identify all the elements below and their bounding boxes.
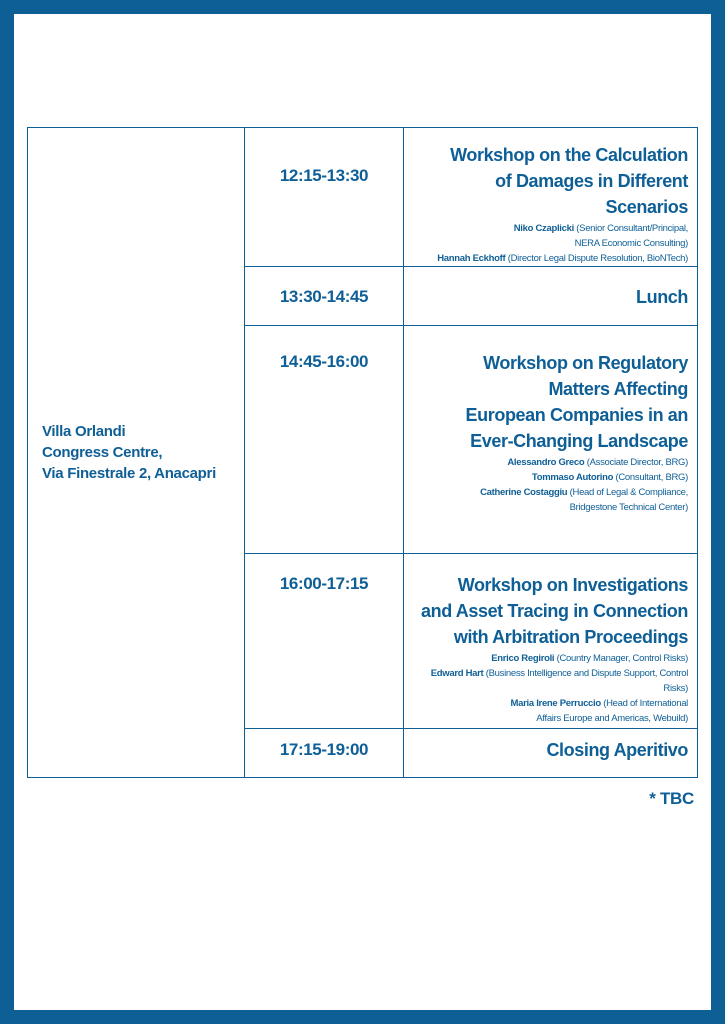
speaker-name: Hannah Eckhoff bbox=[437, 253, 506, 264]
time-cell bbox=[245, 326, 404, 554]
venue-line: Congress Centre, bbox=[42, 444, 163, 461]
speaker-line bbox=[414, 696, 688, 711]
speaker-role: NERA Economic Consulting) bbox=[574, 238, 688, 249]
session-title-line: European Companies in an bbox=[465, 405, 688, 425]
speaker-line bbox=[414, 651, 688, 666]
session-cell bbox=[404, 326, 698, 554]
speaker-line bbox=[414, 500, 688, 515]
session-cell bbox=[404, 128, 698, 267]
session-time: 12:15-13:30 bbox=[279, 166, 369, 185]
venue-line: Villa Orlandi bbox=[42, 423, 126, 440]
session-title-line: Ever-Changing Landscape bbox=[470, 431, 688, 451]
session-title-line: Closing Aperitivo bbox=[546, 740, 688, 760]
speaker-line bbox=[414, 236, 688, 251]
session-time: 16:00-17:15 bbox=[279, 574, 369, 593]
venue-cell bbox=[28, 128, 245, 778]
speaker-name: Enrico Regiroli bbox=[491, 653, 555, 664]
schedule-table bbox=[27, 127, 698, 778]
speaker-role: (Business Intelligence and Dispute Support, Control Risks) bbox=[483, 668, 688, 694]
time-cell bbox=[245, 128, 404, 267]
session-time: 17:15-19:00 bbox=[279, 740, 369, 759]
session-cell bbox=[404, 729, 698, 778]
speaker-list bbox=[414, 651, 688, 726]
speaker-name: Catherine Costaggiu bbox=[480, 487, 568, 498]
speaker-role: Affairs Europe and Americas, Webuild) bbox=[536, 713, 688, 724]
speaker-role: Bridgestone Technical Center) bbox=[569, 502, 688, 513]
speaker-line bbox=[414, 251, 688, 266]
session-title-line: with Arbitration Proceedings bbox=[453, 627, 688, 647]
time-cell bbox=[245, 729, 404, 778]
speaker-name: Niko Czaplicki bbox=[513, 223, 574, 234]
time-cell bbox=[245, 267, 404, 326]
venue-address bbox=[28, 421, 244, 484]
session-cell bbox=[404, 267, 698, 326]
speaker-role: (Associate Director, BRG) bbox=[584, 457, 688, 468]
speaker-line bbox=[414, 221, 688, 236]
speaker-role: (Consultant, BRG) bbox=[613, 472, 688, 483]
session-time: 14:45-16:00 bbox=[279, 352, 369, 371]
speaker-role: (Director Legal Dispute Resolution, BioNTech) bbox=[505, 253, 688, 264]
session-title bbox=[414, 572, 688, 650]
time-cell bbox=[245, 554, 404, 729]
session-title-line: of Damages in Different Scenarios bbox=[495, 171, 688, 217]
speaker-name: Tommaso Autorino bbox=[531, 472, 614, 483]
session-title-line: and Asset Tracing in Connection bbox=[421, 601, 688, 621]
speaker-name: Edward Hart bbox=[430, 668, 484, 679]
schedule-row bbox=[28, 128, 698, 267]
session-title-line: Lunch bbox=[636, 287, 688, 307]
session-title-line: Workshop on Regulatory bbox=[483, 353, 688, 373]
speaker-list bbox=[414, 221, 688, 266]
speaker-name: Alessandro Greco bbox=[507, 457, 585, 468]
session-title bbox=[414, 737, 688, 763]
footnote-tbc: * TBC bbox=[649, 789, 694, 808]
speaker-line bbox=[414, 455, 688, 470]
speaker-name: Maria Irene Perruccio bbox=[510, 698, 601, 709]
speaker-role: (Country Manager, Control Risks) bbox=[554, 653, 688, 664]
speaker-line bbox=[414, 485, 688, 500]
session-time: 13:30-14:45 bbox=[279, 287, 369, 306]
session-title-line: Matters Affecting bbox=[548, 379, 688, 399]
session-title bbox=[414, 281, 688, 310]
session-title bbox=[414, 350, 688, 454]
speaker-role: (Head of Legal & Compliance, bbox=[567, 487, 688, 498]
speaker-list bbox=[414, 455, 688, 515]
venue-line: Via Finestrale 2, Anacapri bbox=[42, 465, 216, 482]
speaker-line bbox=[414, 470, 688, 485]
session-title-line: Workshop on Investigations bbox=[457, 575, 688, 595]
session-cell bbox=[404, 554, 698, 729]
speaker-line bbox=[414, 666, 688, 696]
session-title-line: Workshop on the Calculation bbox=[450, 145, 688, 165]
session-title bbox=[414, 142, 688, 220]
speaker-line bbox=[414, 711, 688, 726]
speaker-role: (Head of International bbox=[600, 698, 688, 709]
speaker-role: (Senior Consultant/Principal, bbox=[573, 223, 688, 234]
